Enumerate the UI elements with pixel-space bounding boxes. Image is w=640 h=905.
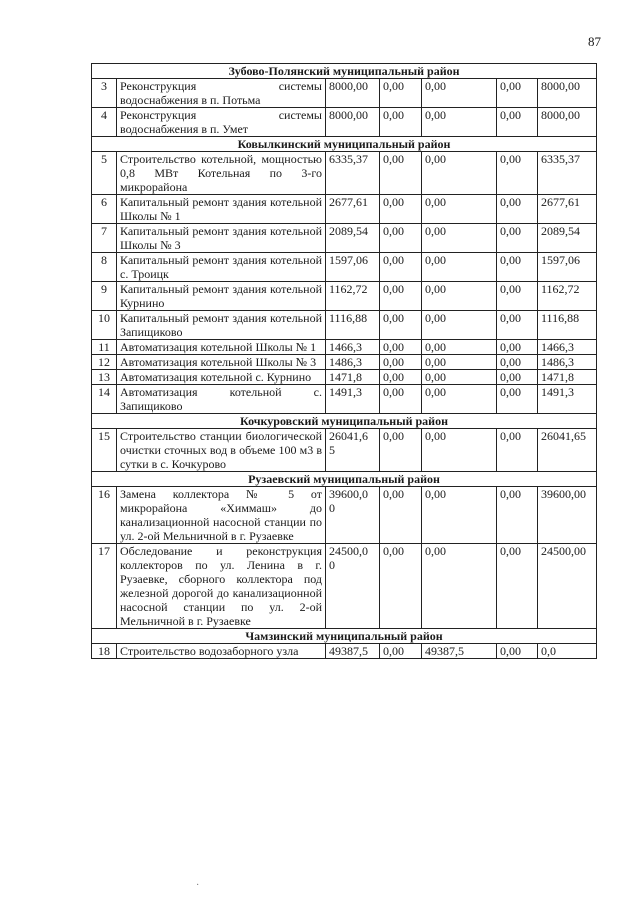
amount-cell-5: 2089,54 (538, 224, 597, 253)
project-name: Автоматизация котельной Школы № 1 (117, 340, 326, 355)
region-title: Зубово-Полянский муниципальный район (92, 64, 597, 79)
table-row (92, 644, 597, 659)
amount-cell-2: 0,00 (380, 79, 422, 108)
row-number: 6 (92, 195, 117, 224)
project-name: Автоматизация котельной с. Курнино (117, 370, 326, 385)
amount-cell-2: 0,00 (380, 195, 422, 224)
amount-cell-2: 0,00 (380, 429, 422, 472)
project-name: Строительство водозаборного узла (117, 644, 326, 659)
row-number: 10 (92, 311, 117, 340)
table-body (92, 64, 597, 659)
amount-cell-1: 39600,0 0 (326, 487, 380, 544)
table-row (92, 340, 597, 355)
amount-cell-2: 0,00 (380, 224, 422, 253)
table-row (92, 370, 597, 385)
amount-cell-5: 1471,8 (538, 370, 597, 385)
region-header-row (92, 64, 597, 79)
amount-cell-2: 0,00 (380, 108, 422, 137)
amount-cell-1: 2677,61 (326, 195, 380, 224)
amount-cell-2: 0,00 (380, 152, 422, 195)
amount-cell-4: 0,00 (497, 355, 538, 370)
project-name: Строительство станции биологической очистки сточных вод в объеме 100 м3 в сутки в с. Кочкурово (117, 429, 326, 472)
table-row (92, 79, 597, 108)
row-number: 9 (92, 282, 117, 311)
budget-table (91, 63, 597, 659)
row-number: 4 (92, 108, 117, 137)
amount-cell-3: 0,00 (422, 370, 497, 385)
amount-cell-4: 0,00 (497, 224, 538, 253)
table-row (92, 311, 597, 340)
row-number: 3 (92, 79, 117, 108)
project-name: Реконструкция системы водоснабжения в п. Умет (117, 108, 326, 137)
row-number: 5 (92, 152, 117, 195)
amount-cell-2: 0,00 (380, 385, 422, 414)
amount-cell-3: 0,00 (422, 224, 497, 253)
amount-cell-3: 0,00 (422, 311, 497, 340)
amount-cell-1: 8000,00 (326, 108, 380, 137)
amount-cell-1: 24500,0 0 (326, 544, 380, 629)
amount-cell-3: 0,00 (422, 195, 497, 224)
amount-cell-3: 0,00 (422, 487, 497, 544)
amount-cell-4: 0,00 (497, 253, 538, 282)
table-row (92, 224, 597, 253)
project-name: Капитальный ремонт здания котельной Школы № 1 (117, 195, 326, 224)
row-number: 18 (92, 644, 117, 659)
amount-cell-3: 0,00 (422, 152, 497, 195)
row-number: 15 (92, 429, 117, 472)
amount-cell-4: 0,00 (497, 152, 538, 195)
project-name: Строительство котельной, мощностью 0,8 МВт Котельная по 3-го микрорайона (117, 152, 326, 195)
amount-cell-4: 0,00 (497, 644, 538, 659)
row-number: 14 (92, 385, 117, 414)
amount-cell-4: 0,00 (497, 340, 538, 355)
project-name: Капитальный ремонт здания котельной Запищиково (117, 311, 326, 340)
amount-cell-1: 6335,37 (326, 152, 380, 195)
amount-cell-3: 49387,5 (422, 644, 497, 659)
project-name: Автоматизация котельной Школы № 3 (117, 355, 326, 370)
project-name: Автоматизация котельной с. Запищиково (117, 385, 326, 414)
row-number: 16 (92, 487, 117, 544)
row-number: 8 (92, 253, 117, 282)
amount-cell-5: 1116,88 (538, 311, 597, 340)
table-row (92, 544, 597, 629)
region-title: Ковылкинский муниципальный район (92, 137, 597, 152)
table-row (92, 385, 597, 414)
amount-cell-5: 1162,72 (538, 282, 597, 311)
amount-cell-1: 1162,72 (326, 282, 380, 311)
project-name: Капитальный ремонт здания котельной Школы № 3 (117, 224, 326, 253)
amount-cell-3: 0,00 (422, 385, 497, 414)
amount-cell-1: 1471,8 (326, 370, 380, 385)
region-title: Чамзинский муниципальный район (92, 629, 597, 644)
amount-cell-2: 0,00 (380, 253, 422, 282)
amount-cell-5: 24500,00 (538, 544, 597, 629)
row-number: 13 (92, 370, 117, 385)
amount-cell-1: 2089,54 (326, 224, 380, 253)
project-name: Обследование и реконструкция коллекторов по ул. Ленина в г. Рузаевке, сборного коллектора под железной дорогой до канализационной насосной станции по ул. 2-ой Мельничной в г. Рузаевке (117, 544, 326, 629)
amount-cell-2: 0,00 (380, 487, 422, 544)
amount-cell-3: 0,00 (422, 253, 497, 282)
project-name: Замена коллектора № 5 от микрорайона «Химмаш» до канализационной насосной станции по ул. 2-ой Мельничной в г. Рузаевке (117, 487, 326, 544)
amount-cell-2: 0,00 (380, 370, 422, 385)
row-number: 7 (92, 224, 117, 253)
amount-cell-3: 0,00 (422, 79, 497, 108)
amount-cell-5: 6335,37 (538, 152, 597, 195)
amount-cell-4: 0,00 (497, 429, 538, 472)
table-row (92, 282, 597, 311)
amount-cell-2: 0,00 (380, 544, 422, 629)
amount-cell-5: 1597,06 (538, 253, 597, 282)
amount-cell-4: 0,00 (497, 195, 538, 224)
table-row (92, 152, 597, 195)
table-row (92, 195, 597, 224)
amount-cell-5: 8000,00 (538, 108, 597, 137)
amount-cell-2: 0,00 (380, 355, 422, 370)
region-header-row (92, 137, 597, 152)
project-name: Реконструкция системы водоснабжения в п. Потьма (117, 79, 326, 108)
project-name: Капитальный ремонт здания котельной Курнино (117, 282, 326, 311)
row-number: 17 (92, 544, 117, 629)
amount-cell-3: 0,00 (422, 355, 497, 370)
amount-cell-1: 1466,3 (326, 340, 380, 355)
amount-cell-3: 0,00 (422, 340, 497, 355)
amount-cell-1: 1116,88 (326, 311, 380, 340)
amount-cell-5: 2677,61 (538, 195, 597, 224)
amount-cell-5: 1466,3 (538, 340, 597, 355)
amount-cell-4: 0,00 (497, 370, 538, 385)
region-header-row (92, 629, 597, 644)
amount-cell-4: 0,00 (497, 282, 538, 311)
amount-cell-5: 8000,00 (538, 79, 597, 108)
amount-cell-3: 0,00 (422, 429, 497, 472)
amount-cell-2: 0,00 (380, 282, 422, 311)
amount-cell-5: 1491,3 (538, 385, 597, 414)
table-row (92, 487, 597, 544)
amount-cell-4: 0,00 (497, 544, 538, 629)
region-title: Рузаевский муниципальный район (92, 472, 597, 487)
amount-cell-3: 0,00 (422, 282, 497, 311)
page-number: 87 (588, 34, 601, 49)
amount-cell-5: 39600,00 (538, 487, 597, 544)
amount-cell-2: 0,00 (380, 644, 422, 659)
amount-cell-4: 0,00 (497, 487, 538, 544)
amount-cell-1: 49387,5 (326, 644, 380, 659)
table-row (92, 355, 597, 370)
amount-cell-2: 0,00 (380, 311, 422, 340)
amount-cell-4: 0,00 (497, 385, 538, 414)
row-number: 12 (92, 355, 117, 370)
amount-cell-5: 0,0 (538, 644, 597, 659)
project-name: Капитальный ремонт здания котельной с. Троицк (117, 253, 326, 282)
table-row (92, 108, 597, 137)
amount-cell-2: 0,00 (380, 340, 422, 355)
amount-cell-1: 1486,3 (326, 355, 380, 370)
amount-cell-3: 0,00 (422, 108, 497, 137)
amount-cell-1: 26041,6 5 (326, 429, 380, 472)
region-title: Кочкуровский муниципальный район (92, 414, 597, 429)
region-header-row (92, 472, 597, 487)
amount-cell-5: 1486,3 (538, 355, 597, 370)
amount-cell-4: 0,00 (497, 108, 538, 137)
table-row (92, 429, 597, 472)
amount-cell-1: 1491,3 (326, 385, 380, 414)
amount-cell-1: 8000,00 (326, 79, 380, 108)
amount-cell-3: 0,00 (422, 544, 497, 629)
amount-cell-5: 26041,65 (538, 429, 597, 472)
amount-cell-4: 0,00 (497, 311, 538, 340)
table-row (92, 253, 597, 282)
region-header-row (92, 414, 597, 429)
amount-cell-4: 0,00 (497, 79, 538, 108)
row-number: 11 (92, 340, 117, 355)
scan-speck: · (196, 880, 200, 891)
amount-cell-1: 1597,06 (326, 253, 380, 282)
